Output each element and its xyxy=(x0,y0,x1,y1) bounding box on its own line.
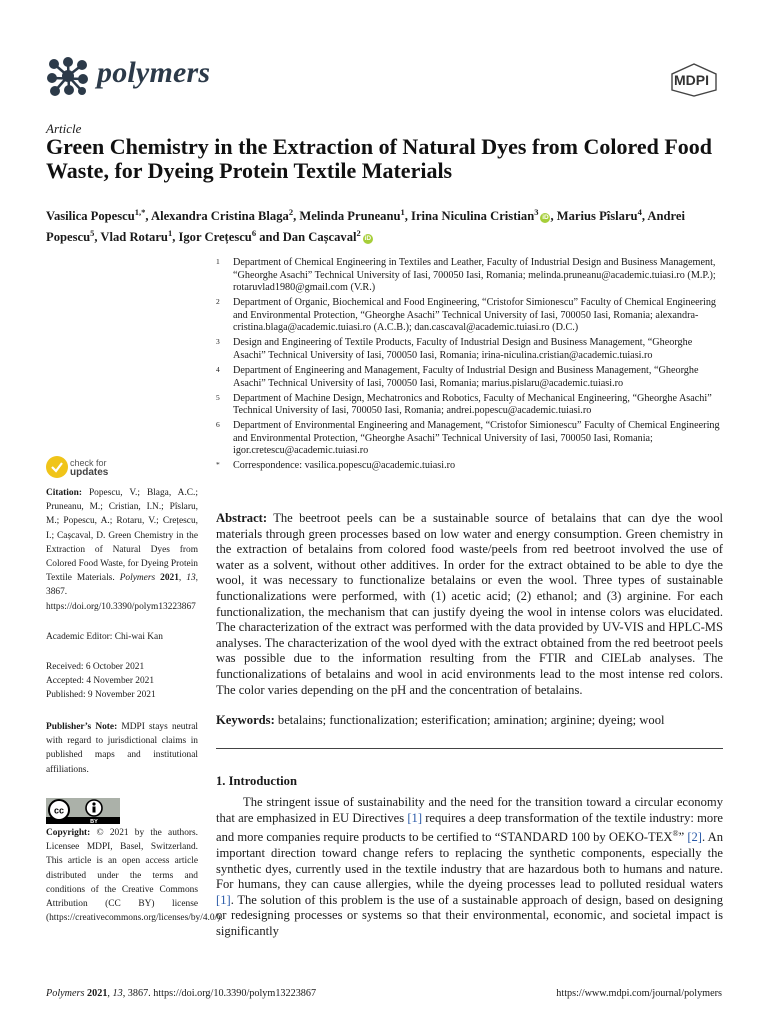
author-affiliation-marker: 5 xyxy=(90,228,95,239)
journal-name: polymers xyxy=(97,56,211,89)
introduction-body xyxy=(216,795,723,940)
affiliation-number: * xyxy=(216,460,220,470)
author-name: Vasilica Popescu xyxy=(46,209,135,224)
abstract xyxy=(216,511,723,698)
publication-dates xyxy=(46,660,198,703)
polymers-logo-icon xyxy=(46,56,90,96)
author-name: Vlad Rotaru xyxy=(100,230,168,245)
publisher-note-label: Publisher’s Note: xyxy=(46,722,118,732)
affiliation-item xyxy=(216,393,726,418)
citation-label: Citation: xyxy=(46,488,82,498)
author xyxy=(178,230,282,244)
orcid-icon[interactable]: iD xyxy=(542,214,549,222)
publisher-note-text: MDPI stays neutral with regard to jurisdictional claims in published maps and institutional affiliations. xyxy=(46,722,198,775)
author-separator: and xyxy=(256,230,283,245)
introduction-paragraph xyxy=(216,795,723,940)
copyright-text: © 2021 by the authors. Licensee MDPI, Basel, Switzerland. This article is an open access article distributed under the terms and conditions of the Creative Commons Attribution (CC BY) license (https://creativecommons.org/licenses/by/4.0/). xyxy=(46,828,223,924)
section-divider xyxy=(216,748,723,749)
author-affiliation-marker: 6 xyxy=(251,228,257,239)
author-affiliation-marker: 3 xyxy=(534,207,539,217)
citation-volume: 13 xyxy=(186,573,196,584)
affiliation-number: 4 xyxy=(216,364,220,374)
affiliation-item xyxy=(216,257,726,295)
affiliation-text: Department of Chemical Engineering in Textiles and Leather, Faculty of Industrial Design and Business Management, “Gheorghe Asachi” Technical University of Iasi, 700050 Iasi, Romania; melinda.pruneanu@academic.tuiasi.ro (M.P.); rotaruvlad1980@gmail.com (V.R.) xyxy=(233,257,716,294)
affiliation-item xyxy=(216,420,726,458)
copyright-notice xyxy=(46,826,223,925)
affiliation-text: Department of Engineering and Management, Faculty of Industrial Design and Business Management, “Gheorghe Asachi” Technical University of Iasi, 700050 Iasi, Romania; marius.pislaru@academic.tuiasi.ro xyxy=(233,364,699,389)
author xyxy=(299,209,411,223)
affiliation-item xyxy=(216,365,726,390)
author-name: Marius Pîslaru xyxy=(556,209,638,224)
affiliation-item xyxy=(216,337,726,362)
author xyxy=(151,209,299,223)
affiliation-text: Design and Engineering of Textile Products, Faculty of Industrial Design and Business Management, “Gheorghe Asachi” Technical University of Iasi, 700050 Iasi, Romania; irina-niculina.cristian@academic.tuiasi.ro xyxy=(233,337,693,361)
reference-link-2[interactable]: [2] xyxy=(687,830,702,845)
author-name: Igor Crețescu xyxy=(178,230,252,245)
author-affiliation-marker: 2 xyxy=(356,228,361,239)
author xyxy=(557,209,648,223)
footer-volume: 13 xyxy=(112,988,123,999)
affiliation-number: 3 xyxy=(216,337,220,347)
affiliation-item xyxy=(216,297,726,335)
affiliation-number: 6 xyxy=(216,420,220,430)
author-separator: , xyxy=(550,209,557,224)
citation-text: Popescu, V.; Blaga, A.C.; Pruneanu, M.; Cristian, I.N.; Pîslaru, M.; Popescu, A.; Rotaru, V.; Crețescu, I.; Cașcaval, D. Green Chemistry in the Extraction of Natural Dyes from Colored Food Waste, for Dyeing Protein Textile Materials. xyxy=(46,488,198,584)
author xyxy=(283,230,373,244)
paper-title: Green Chemistry in the Extraction of Natural Dyes from Colored Food Waste, for Dyeing Protein Textile Materials xyxy=(46,134,713,183)
keywords xyxy=(216,713,723,729)
svg-text:cc: cc xyxy=(53,805,65,816)
author-separator: , xyxy=(94,230,101,245)
check-updates-icon xyxy=(46,456,68,478)
mdpi-logo xyxy=(668,62,720,98)
citation-doi[interactable]: , 3867. https://doi.org/10.3390/polym13223867 xyxy=(46,573,198,612)
check-updates-line1: check for xyxy=(70,458,107,468)
abstract-label: Abstract: xyxy=(216,511,268,525)
publisher-name: MDPI xyxy=(674,72,709,88)
footer-journal-url[interactable]: https://www.mdpi.com/journal/polymers xyxy=(556,988,722,999)
citation-journal: Polymers xyxy=(119,573,156,584)
author-name: Alexandra Cristina Blaga xyxy=(150,209,289,224)
published-date: Published: 9 November 2021 xyxy=(46,690,156,701)
registered-mark: ® xyxy=(672,829,679,839)
cc-by-license-icon[interactable] xyxy=(46,798,120,824)
author-affiliation-marker: 1 xyxy=(167,228,173,239)
abstract-text: The beetroot peels can be a sustainable source of betalains that can dye the wool materials through green processes based on low water and energy consumption. Green chemistry in the extraction of betalains from colored food waste/peels from red beetroot involved the use of water as a solvent, without other additives. In order for the extract obtained to be able to dye the wool, it was necessary to functionalize betalains or even the wool. Three types of sustainable functionalizations were performed, with (1) acetic acid; (2) ethanol; and (3) arginine. For each functionalization, the mechanism that can justify dyeing the wool in intense colors was elucidated. The characterization of the extract was performed with the data provided by UV-VIS and HPLC-MS analyses. The characterization of the wool dyed with the extract obtained from the red beetroot peels was possible due to the information resulting from the FTIR and CIELab analyses. The functionalizations of betalains and wool in acid environments lead to the most intense red colors. The color varies depending on the pH and the concentration of betalains. xyxy=(216,511,723,697)
copyright-label: Copyright: xyxy=(46,828,91,838)
author xyxy=(46,209,151,223)
footer-citation: Polymers 2021, 13, 3867. https://doi.org/10.3390/polym13223867 xyxy=(46,988,317,999)
author xyxy=(411,209,557,223)
author-name: Irina Niculina Cristian xyxy=(411,209,535,224)
reference-link-3[interactable]: [1] xyxy=(216,892,231,907)
author-affiliation-marker: 1 xyxy=(400,207,405,217)
intro-text-2: requires a deep transformation of the textile industry: more and more companies require products to be certified to “STANDARD 100 by OEKO-TEX xyxy=(216,810,724,845)
publisher-note xyxy=(46,720,198,777)
citation-block: Citation: Popescu, V.; Blaga, A.C.; Pruneanu, M.; Cristian, I.N.; Pîslaru, M.; Popescu, A.; Rotaru, V.; Crețescu, I.; Cașcaval, D. Green Chemistry in the Extraction of Natural Dyes from Colored Food Waste, for Dyeing Protein Textile Materials. Polymers 2021, 13, 3867. https://doi.org/10.3390/polym13223867 xyxy=(46,488,198,612)
received-date: Received: 6 October 2021 xyxy=(46,662,145,672)
author-separator: , xyxy=(145,209,151,224)
academic-editor: Academic Editor: Chi-wai Kan xyxy=(46,632,163,642)
check-updates-line2: updates xyxy=(70,467,109,478)
check-for-updates-badge[interactable] xyxy=(46,456,146,480)
author xyxy=(100,230,178,244)
accepted-date: Accepted: 4 November 2021 xyxy=(46,676,155,687)
author-list xyxy=(46,204,736,246)
author-separator: , xyxy=(172,230,179,245)
affiliation-item xyxy=(216,460,726,473)
footer-journal: Polymers xyxy=(46,988,85,999)
author-affiliation-marker: 1,* xyxy=(134,207,146,217)
svg-text:BY: BY xyxy=(90,819,98,824)
article-type: Article xyxy=(46,121,82,136)
intro-text-3: ” xyxy=(678,830,688,845)
affiliation-list xyxy=(216,257,726,475)
author-separator: , xyxy=(641,209,648,224)
affiliation-number: 1 xyxy=(216,257,220,266)
citation-year: 2021 xyxy=(160,573,179,584)
keywords-label: Keywords: xyxy=(216,713,275,727)
author-affiliation-marker: 4 xyxy=(637,207,642,217)
section-heading-introduction: 1. Introduction xyxy=(216,774,297,788)
footer-year: 2021 xyxy=(87,988,108,999)
reference-link-1[interactable]: [1] xyxy=(407,810,423,825)
author-separator: , xyxy=(293,209,300,224)
author-name: Andrei Popescu xyxy=(46,209,685,245)
intro-text-1: The stringent issue of sustainability and the need for the transition toward a circular economy that are emphasized in EU Directives xyxy=(216,795,723,825)
orcid-icon[interactable]: iD xyxy=(364,235,372,243)
affiliation-text: Department of Organic, Biochemical and Food Engineering, “Cristofor Simionescu” Faculty of Chemical Engineering and Environmental Protection, “Gheorghe Asachi” Technical University of Iasi, 700050 Iasi, Romania; alexandra-cristina.blaga@academic.tuiasi.ro (A.C.B.); dan.cascaval@academic.tuiasi.ro (D.C.) xyxy=(233,297,717,334)
affiliation-text: Correspondence: vasilica.popescu@academic.tuiasi.ro xyxy=(233,460,456,472)
intro-text-4: . An important direction toward change refers to replacing the synthetic components, especially the synthetic dyes, currently used in the textile industry that are hazardous both to humans and nature. For humans, they can cause allergies, while the dyeing processes lead to polluted residual waters xyxy=(216,830,723,892)
affiliation-number: 2 xyxy=(216,297,220,307)
footer-doi[interactable]: , 3867. https://doi.org/10.3390/polym13223867 xyxy=(122,988,317,999)
affiliation-number: 5 xyxy=(216,392,220,402)
author-name: Dan Cașcaval xyxy=(282,230,357,245)
author-affiliation-marker: 2 xyxy=(288,207,294,217)
author-name: Melinda Pruneanu xyxy=(299,209,401,224)
affiliation-text: Department of Environmental Engineering and Management, “Cristofor Simionescu” Faculty of Chemical Engineering and Environmental Protection, “Gheorghe Asachi” Technical University of Iasi, 700050 Iasi, Romania; igor.cretescu@academic.tuiasi.ro xyxy=(233,420,720,457)
intro-text-5: . The solution of this problem is the use of a sustainable approach of design, based on designing or redesigning processes or systems so that their environmental, economic, and societal impact is significantly xyxy=(216,892,723,938)
author-separator: , xyxy=(404,209,412,224)
keywords-text: betalains; functionalization; esterification; amination; arginine; dyeing; wool xyxy=(277,713,665,727)
affiliation-text: Department of Machine Design, Mechatronics and Robotics, Faculty of Mechanical Engineering, “Gheorghe Asachi” Technical University of Iasi, 700050 Iasi, Romania; andrei.popescu@academic.tuiasi.ro xyxy=(233,392,712,417)
